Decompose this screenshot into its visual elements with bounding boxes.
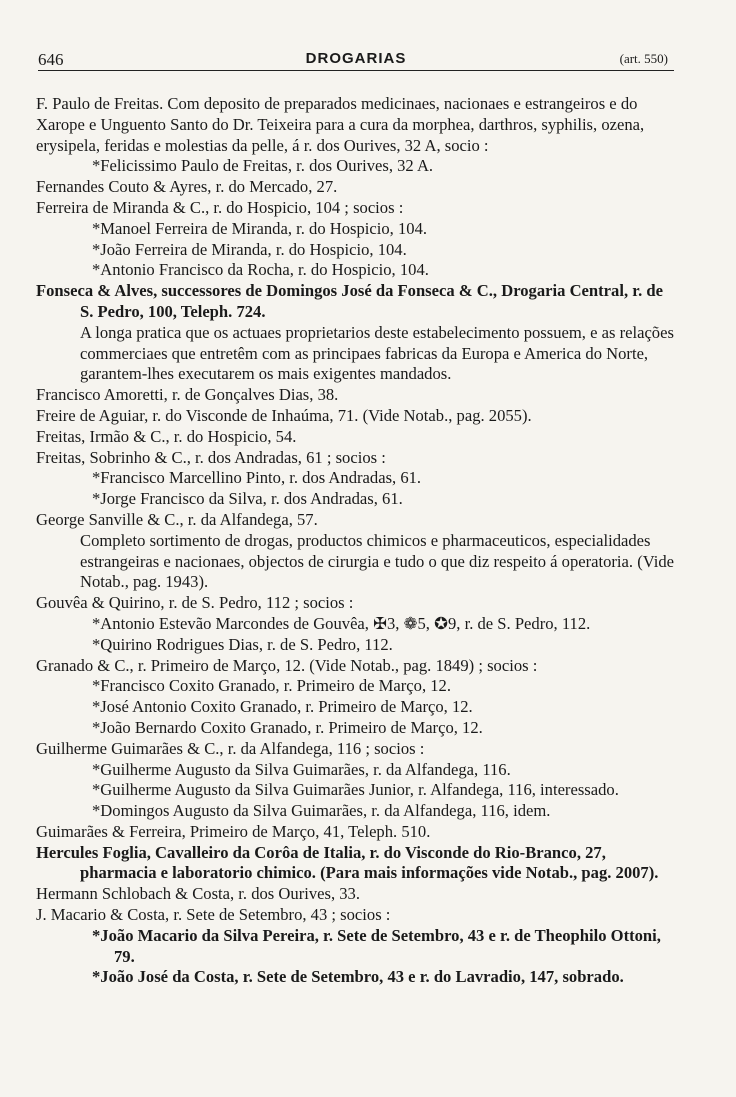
entry-j-macario: J. Macario & Costa, r. Sete de Setembro, 43 ; socios : [36, 905, 391, 925]
partner-line: *Quirino Rodrigues Dias, r. de S. Pedro, 112. [92, 634, 393, 654]
entry-guimaraes-ferreira: Guimarães & Ferreira, Primeiro de Março, 41, Teleph. 510. [36, 821, 431, 841]
entry-guilherme-guimaraes: Guilherme Guimarães & C., r. da Alfandega, 116 ; socios : [36, 738, 425, 758]
partner-line: *Guilherme Augusto da Silva Guimarães Junior, r. Alfandega, 116, interessado. [92, 780, 619, 800]
entry-francisco-amoretti: Francisco Amoretti, r. de Gonçalves Dias, 38. [36, 385, 339, 405]
page-title: DROGARIAS [305, 50, 407, 67]
entry-description: A longa pratica que os actuaes proprietarios deste estabelecimento possuem, e as relações commerciaes que entretêm com as principaes fabricas da Europa e America do Norte, garantem-lhes executarem os mais exigentes mandados. [80, 322, 674, 384]
partner-line: *Antonio Estevão Marcondes de Gouvêa, ✠3, ❁5, ✪9, r. de S. Pedro, 112. [92, 613, 591, 633]
entry-paulo-de-freitas: F. Paulo de Freitas. Com deposito de preparados medicinaes, nacionaes e estrangeiros e do Xarope e Unguento Santo do Dr. Teixeira para a cura da morphea, darthros, syphilis, ozena, erysipela, feridas e molestias da pelle, á r. dos Ourives, 32 A, socio : [36, 94, 645, 155]
partner-line: *Francisco Marcellino Pinto, r. dos Andradas, 61. [92, 468, 422, 488]
entry-granado: Granado & C., r. Primeiro de Março, 12. (Vide Notab., pag. 1849) ; socios : [36, 655, 538, 675]
entry-hermann-schlobach: Hermann Schlobach & Costa, r. dos Ourives, 33. [36, 884, 360, 904]
partner-line: *João Bernardo Coxito Granado, r. Primeiro de Março, 12. [92, 717, 483, 737]
partner-line: *Jorge Francisco da Silva, r. dos Andradas, 61. [92, 489, 403, 509]
partner-line: *José Antonio Coxito Granado, r. Primeiro de Março, 12. [92, 697, 473, 717]
partner-line: *Antonio Francisco da Rocha, r. do Hospicio, 104. [92, 260, 429, 280]
directory-listing [36, 94, 678, 988]
partner-line: *Domingos Augusto da Silva Guimarães, r. da Alfandega, 116, idem. [92, 801, 551, 821]
entry-freitas-sobrinho: Freitas, Sobrinho & C., r. dos Andradas, 61 ; socios : [36, 447, 386, 467]
page-number: 646 [38, 50, 64, 69]
page-header [38, 48, 674, 71]
partner-line: *João José da Costa, r. Sete de Setembro, 43 e r. do Lavradio, 147, sobrado. [92, 967, 624, 987]
partner-line: *Manoel Ferreira de Miranda, r. do Hospicio, 104. [92, 218, 428, 238]
entry-gouvea-quirino: Gouvêa & Quirino, r. de S. Pedro, 112 ; socios : [36, 593, 354, 613]
partner-line: *Felicissimo Paulo de Freitas, r. dos Ourives, 32 A. [92, 156, 434, 176]
entry-hercules-foglia: Hercules Foglia, Cavalleiro da Corôa de Italia, r. do Visconde do Rio-Branco, 27, pharmacia e laboratorio chimico. (Para mais informações vide Notab., pag. 2007). [36, 842, 659, 883]
article-reference: (art. 550) [619, 51, 668, 66]
partner-line: *João Macario da Silva Pereira, r. Sete de Setembro, 43 e r. de Theophilo Ottoni, 79. [92, 925, 661, 966]
entry-fernandes-couto: Fernandes Couto & Ayres, r. do Mercado, 27. [36, 177, 338, 197]
entry-freire-de-aguiar: Freire de Aguiar, r. do Visconde de Inhaúma, 71. (Vide Notab., pag. 2055). [36, 405, 532, 425]
entry-fonseca-alves: Fonseca & Alves, successores de Domingos José da Fonseca & C., Drogaria Central, r. de S. Pedro, 100, Teleph. 724. [36, 281, 663, 321]
entry-description: Completo sortimento de drogas, productos chimicos e pharmaceuticos, especialidades estrangeiras e nacionaes, objectos de cirurgia e tudo o que diz respeito á operatoria. (Vide Notab., pag. 1943). [80, 530, 674, 592]
partner-line: *Guilherme Augusto da Silva Guimarães, r. da Alfandega, 116. [92, 759, 511, 779]
entry-ferreira-de-miranda: Ferreira de Miranda & C., r. do Hospicio, 104 ; socios : [36, 197, 404, 217]
partner-line: *João Ferreira de Miranda, r. do Hospicio, 104. [92, 239, 407, 259]
partner-line: *Francisco Coxito Granado, r. Primeiro de Março, 12. [92, 676, 451, 696]
entry-freitas-irmao: Freitas, Irmão & C., r. do Hospicio, 54. [36, 426, 297, 446]
entry-george-sanville: George Sanville & C., r. da Alfandega, 57. [36, 509, 318, 529]
